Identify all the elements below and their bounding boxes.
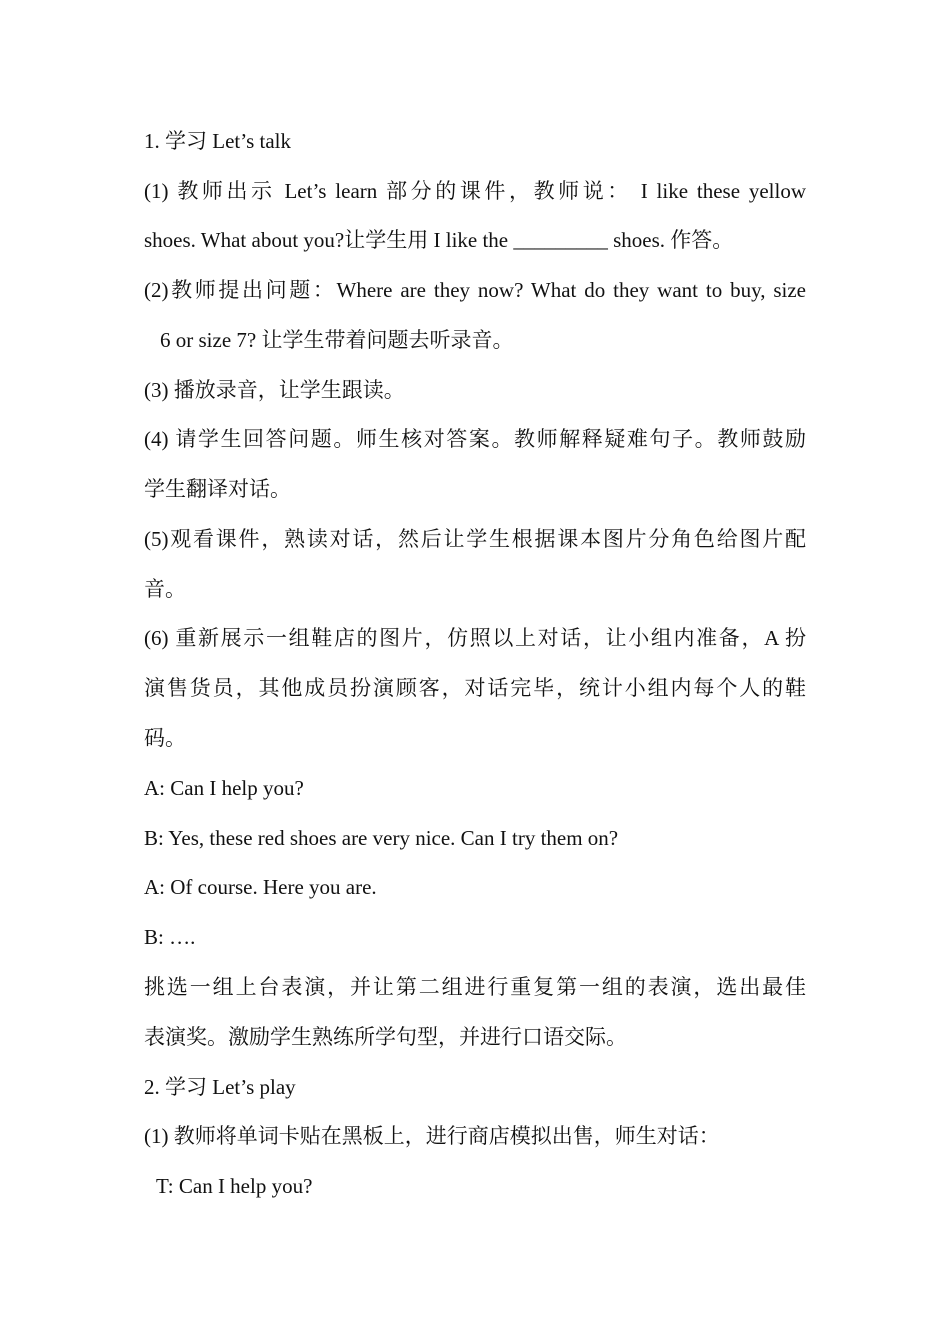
- step-2-line-1: (2)教师提出问题：Where are they now? What do they want to buy, size: [144, 278, 806, 302]
- dialogue-line-b2: B: ….: [144, 925, 196, 949]
- play-dialogue-line: T: Can I help you?: [156, 1174, 313, 1198]
- step-2-line-2: 6 or size 7? 让学生带着问题去听录音。: [160, 328, 514, 352]
- section-1-heading: 1. 学习 Let’s talk: [144, 129, 291, 153]
- performance-line-2: 表演奖。激励学生熟练所学句型，并进行口语交际。: [144, 1025, 627, 1049]
- step-5-line-2: 音。: [144, 577, 186, 601]
- performance-line-1: 挑选一组上台表演，并让第二组进行重复第一组的表演，选出最佳: [144, 975, 806, 999]
- step-4-line-1: (4) 请学生回答问题。师生核对答案。教师解释疑难句子。教师鼓励: [144, 427, 806, 451]
- step-4-line-2: 学生翻译对话。: [144, 477, 291, 501]
- step-6-line-1: (6) 重新展示一组鞋店的图片，仿照以上对话，让小组内准备，A 扮: [144, 626, 806, 650]
- step-6-line-2: 演售货员，其他成员扮演顾客，对话完毕，统计小组内每个人的鞋: [144, 676, 806, 700]
- play-step-1-line: (1) 教师将单词卡贴在黑板上，进行商店模拟出售，师生对话：: [144, 1124, 720, 1148]
- dialogue-line-a1: A: Can I help you?: [144, 776, 304, 800]
- step-1-line-2: shoes. What about you?让学生用 I like the _________ shoes. 作答。: [144, 228, 734, 252]
- step-5-line-1: (5)观看课件，熟读对话，然后让学生根据课本图片分角色给图片配: [144, 527, 806, 551]
- step-3-line: (3) 播放录音，让学生跟读。: [144, 378, 405, 402]
- step-6-line-3: 码。: [144, 726, 186, 750]
- dialogue-line-a2: A: Of course. Here you are.: [144, 875, 377, 899]
- dialogue-line-b1: B: Yes, these red shoes are very nice. Can I try them on?: [144, 826, 619, 850]
- section-2-heading: 2. 学习 Let’s play: [144, 1075, 296, 1099]
- step-1-line-1: (1) 教师出示 Let’s learn 部分的课件，教师说： I like these yellow: [144, 179, 806, 203]
